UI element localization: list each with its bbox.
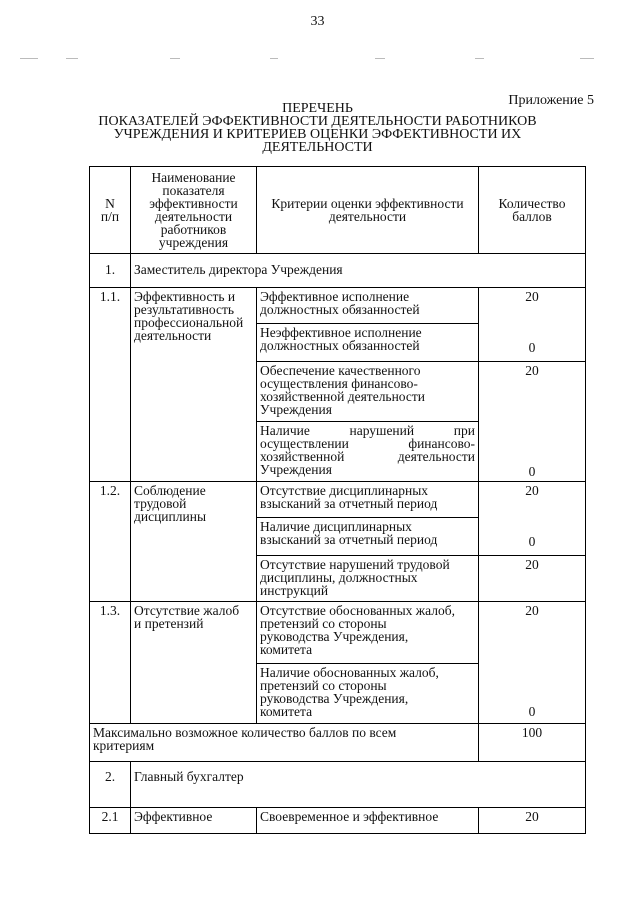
section-title: Заместитель директора Учреждения	[131, 254, 586, 288]
points-value: 20	[525, 603, 539, 618]
total-label: Максимально возможное количество баллов по всем критериям	[90, 724, 479, 762]
indicator-cell: Отсутствие жалоб и претензий	[131, 602, 257, 724]
criteria-cell: Отсутствие нарушений трудовой дисциплины, должностных инструкций	[257, 556, 479, 602]
points-value: 0	[528, 534, 536, 549]
criteria-cell: Наличие обоснованных жалоб, претензий со стороны руководства Учреждения, комитета	[257, 664, 479, 724]
row-num: 1.2.	[90, 482, 131, 602]
points-cell: 20	[479, 556, 586, 602]
row-num: 1.3.	[90, 602, 131, 724]
row-num: 2.1	[90, 808, 131, 834]
points-value: 20	[525, 363, 539, 378]
title-line: ПЕРЕЧЕНЬ	[282, 101, 353, 116]
indicator-cell: Эффективность и результативность профессиональной деятельности	[131, 288, 257, 482]
section-num: 2.	[90, 762, 131, 808]
section-row	[90, 254, 586, 288]
criteria-cell: Неэффективное исполнение должностных обязанностей	[257, 324, 479, 362]
points-value: 0	[528, 704, 536, 719]
points-cell	[479, 362, 586, 482]
criteria-cell: Обеспечение качественного осуществления финансово- хозяйственной деятельности Учреждения	[257, 362, 479, 422]
title-line: УЧРЕЖДЕНИЯ И КРИТЕРИЕВ ОЦЕНКИ ЭФФЕКТИВНОСТИ ИХ	[113, 127, 522, 142]
table-row	[90, 808, 586, 834]
header-points: Количество баллов	[479, 167, 586, 254]
section-row	[90, 762, 586, 808]
table-row	[90, 482, 586, 518]
points-cell: 20	[479, 808, 586, 834]
criteria-cell: Наличие нарушений при осуществлении финансово- хозяйственной деятельности Учреждения	[257, 422, 479, 482]
title-line: ДЕЯТЕЛЬНОСТИ	[262, 140, 373, 155]
criteria-cell: Наличие дисциплинарных взысканий за отчетный период	[257, 518, 479, 556]
section-title: Главный бухгалтер	[131, 762, 586, 808]
header-num: N п/п	[90, 167, 131, 254]
points-value: 20	[525, 483, 539, 498]
points-value: 0	[528, 340, 536, 355]
table-row	[90, 602, 586, 664]
page-number: 33	[310, 14, 325, 29]
total-row	[90, 724, 586, 762]
header-criteria: Критерии оценки эффективности деятельности	[257, 167, 479, 254]
appendix-label: Приложение 5	[508, 93, 594, 108]
table-row	[90, 288, 586, 324]
indicator-cell: Соблюдение трудовой дисциплины	[131, 482, 257, 602]
points-value: 0	[528, 464, 536, 479]
criteria-table	[89, 166, 586, 834]
points-cell	[479, 602, 586, 724]
points-value: 20	[525, 289, 539, 304]
criteria-cell: Эффективное исполнение должностных обязанностей	[257, 288, 479, 324]
points-cell	[479, 482, 586, 556]
scan-artifact-marks	[20, 58, 615, 62]
title-line: ПОКАЗАТЕЛЕЙ ЭФФЕКТИВНОСТИ ДЕЯТЕЛЬНОСТИ РАБОТНИКОВ	[98, 114, 537, 129]
points-cell	[479, 288, 586, 362]
criteria-cell: Отсутствие дисциплинарных взысканий за отчетный период	[257, 482, 479, 518]
row-num: 1.1.	[90, 288, 131, 482]
criteria-cell: Своевременное и эффективное	[257, 808, 479, 834]
header-indicator: Наименование показателя эффективности деятельности работников учреждения	[131, 167, 257, 254]
indicator-cell: Эффективное	[131, 808, 257, 834]
criteria-cell: Отсутствие обоснованных жалоб, претензий со стороны руководства Учреждения, комитета	[257, 602, 479, 664]
total-value: 100	[479, 724, 586, 762]
document-title	[95, 102, 540, 154]
table-header-row	[90, 167, 586, 254]
section-num: 1.	[90, 254, 131, 288]
